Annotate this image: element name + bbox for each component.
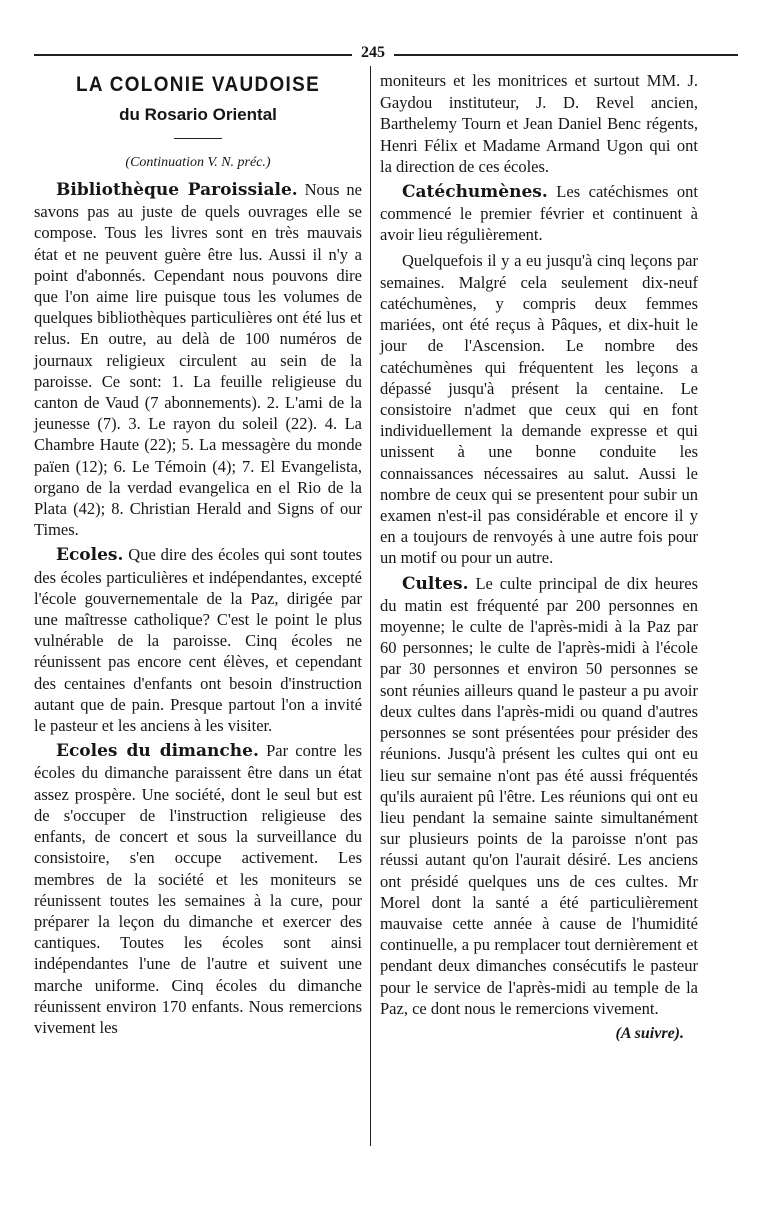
paragraph-ecoles-dimanche [34,740,362,1038]
paragraph-moniteurs [380,70,698,177]
section-heading: Bibliothèque Paroissiale. [56,180,298,200]
page-header [34,44,738,61]
section-heading: Ecoles. [56,545,124,566]
column-divider [370,66,371,1146]
paragraph-catechumenes [380,181,698,246]
paragraph-text: Nous ne savons pas au juste de quels ouvrages elle se compose. Tous les livres sont en très mauvais état et ne peuvent guère être lus. Aussi il n'y a point d'abonnés. Cependant nous pouvons dire que l'on aime lire puisque tous les volumes de quelques bibliothèques particulières ont été lus et relus. En outre, au delà de 100 numéros de journaux religieux circulent au sein de la paroisse. Ce sont: 1. La feuille religieuse du canton de Vaud (7 abonnements). 2. L'ami de la jeunesse (7). 3. Le rayon du soleil (22). 4. La Chambre Haute (22); 5. La messagère du monde païen (12); 6. Le Témoin (4); 7. El Evangelista, organo de la verdad evangelica en el Rio de la Plata (42); 8. Christian Herald and Signs of our Times. [34,180,362,540]
article-title: LA COLONIE VAUDOISE [75,73,321,96]
right-column [380,70,698,1044]
continuation-note: (Continuation V. N. préc.) [125,155,271,170]
article-subtitle: du Rosario Oriental [119,105,277,124]
paragraph-bibliotheque [34,179,362,540]
paragraph-ecoles [34,544,362,736]
to-be-continued: (A suivre). [615,1024,684,1042]
page-number: 245 [361,44,385,61]
section-heading: Catéchumènes. [402,182,548,203]
header-rule-left [34,54,352,56]
section-heading: Ecoles du dimanche. [56,741,259,762]
paragraph-quelquefois [380,250,698,569]
paragraph-text: Le culte principal de dix heures du matin est fréquenté par 200 personnes en moyenne; le culte de l'après-midi à la Paz par 60 personnes; le culte de l'après-midi à l'école par 30 personnes et environ 50 personnes se sont réunies ailleurs quand le pasteur a pu avoir deux cultes dans l'après-midi ou quand d'autres personnes se sont présentées pour présider des réunions. Jusqu'à présent les cultes qui ont eu lieu sur semaine n'ont pas été aussi fréquentés qu'ils auraient pû l'être. Les réunions qui ont eu lieu pendant la semaine sainte simultanément sur plusieurs points de la paroisse n'ont pas réussi autant qu'on l'aurait désiré. Les anciens ont présidé quelques uns de ces cultes. Mr Morel dont la santé a été particulièrement mauvaise cette année à cause de l'humidité continuelle, a pu remplacer tout dernièrement et pendant deux dimanches consécutifs le pasteur pour le service de l'après-midi au temple de la Paz, ce dont nous le remercions vivement. [380,573,698,1018]
header-rule-right [394,54,738,56]
paragraph-text: moniteurs et les monitrices et surtout MM. J. Gaydou instituteur, J. D. Revel ancien, Barthelemy Tourn et Jean Daniel Benc régents, Henri Félix et Madame Armand Ugon qui ont la direction de ces écoles. [380,71,698,176]
left-column [34,70,362,1042]
paragraph-text: Quelquefois il y a eu jusqu'à cinq leçons par semaines. Malgré cela seulement dix-neuf catéchumènes, y compris deux femmes mariées, ont été reçus à Pâques, et dix-huit le jour de l'Ascension. Le nombre des catéchumènes qui fréquentent les leçons a dépassé jusqu'à présent la centaine. Le consistoire n'admet que ceux qui en font individuellement la demande expresse et qui unissent à une bonne conduite les connaissances nécessaires au salut. Aussi le nombre de ceux qui se presentent pour subir un examen n'est-il pas considérable et encore il y en a toujours de renvoyés à une autre fois pour un motif ou pour un autre. [380,250,698,568]
title-rule [174,138,222,139]
paragraph-text: Que dire des écoles qui sont toutes des écoles particulières et indépendantes, excepté l'école gouvernementale de la Paz, dirigée par une maîtresse catholique? C'est le point le plus vulnérable de la paroisse. Cinq écoles ne réunissent pas encore cent élèves, et cependant des centaines d'enfants ont besoin d'instruction autant que de pain. Presque partout l'on a invité le pasteur et les anciens à les visiter. [34,545,362,736]
paragraph-cultes [380,573,698,1019]
paragraph-text: Par contre les écoles du dimanche paraissent être dans un état assez prospère. Une société, dont le seul but est de s'occuper de l'instruction religieuse des enfants, de concert et sous la surveillance du consistoire, s'en occupe activement. Les membres de la société et les moniteurs se réunissent toutes les semaines à la cure, pour préparer la leçon du dimanche et exercer des cantiques. Toutes les écoles sont ainsi indépendantes l'une de l'autre et suivent une marche uniforme. Cinq écoles du dimanche réunissent environ 170 enfants. Nous remercions vivement les [34,741,362,1037]
section-heading: Cultes. [402,573,469,594]
paragraph-text: Les catéchismes ont commencé le premier février et continuent à avoir lieu régulièrement. [380,182,698,245]
